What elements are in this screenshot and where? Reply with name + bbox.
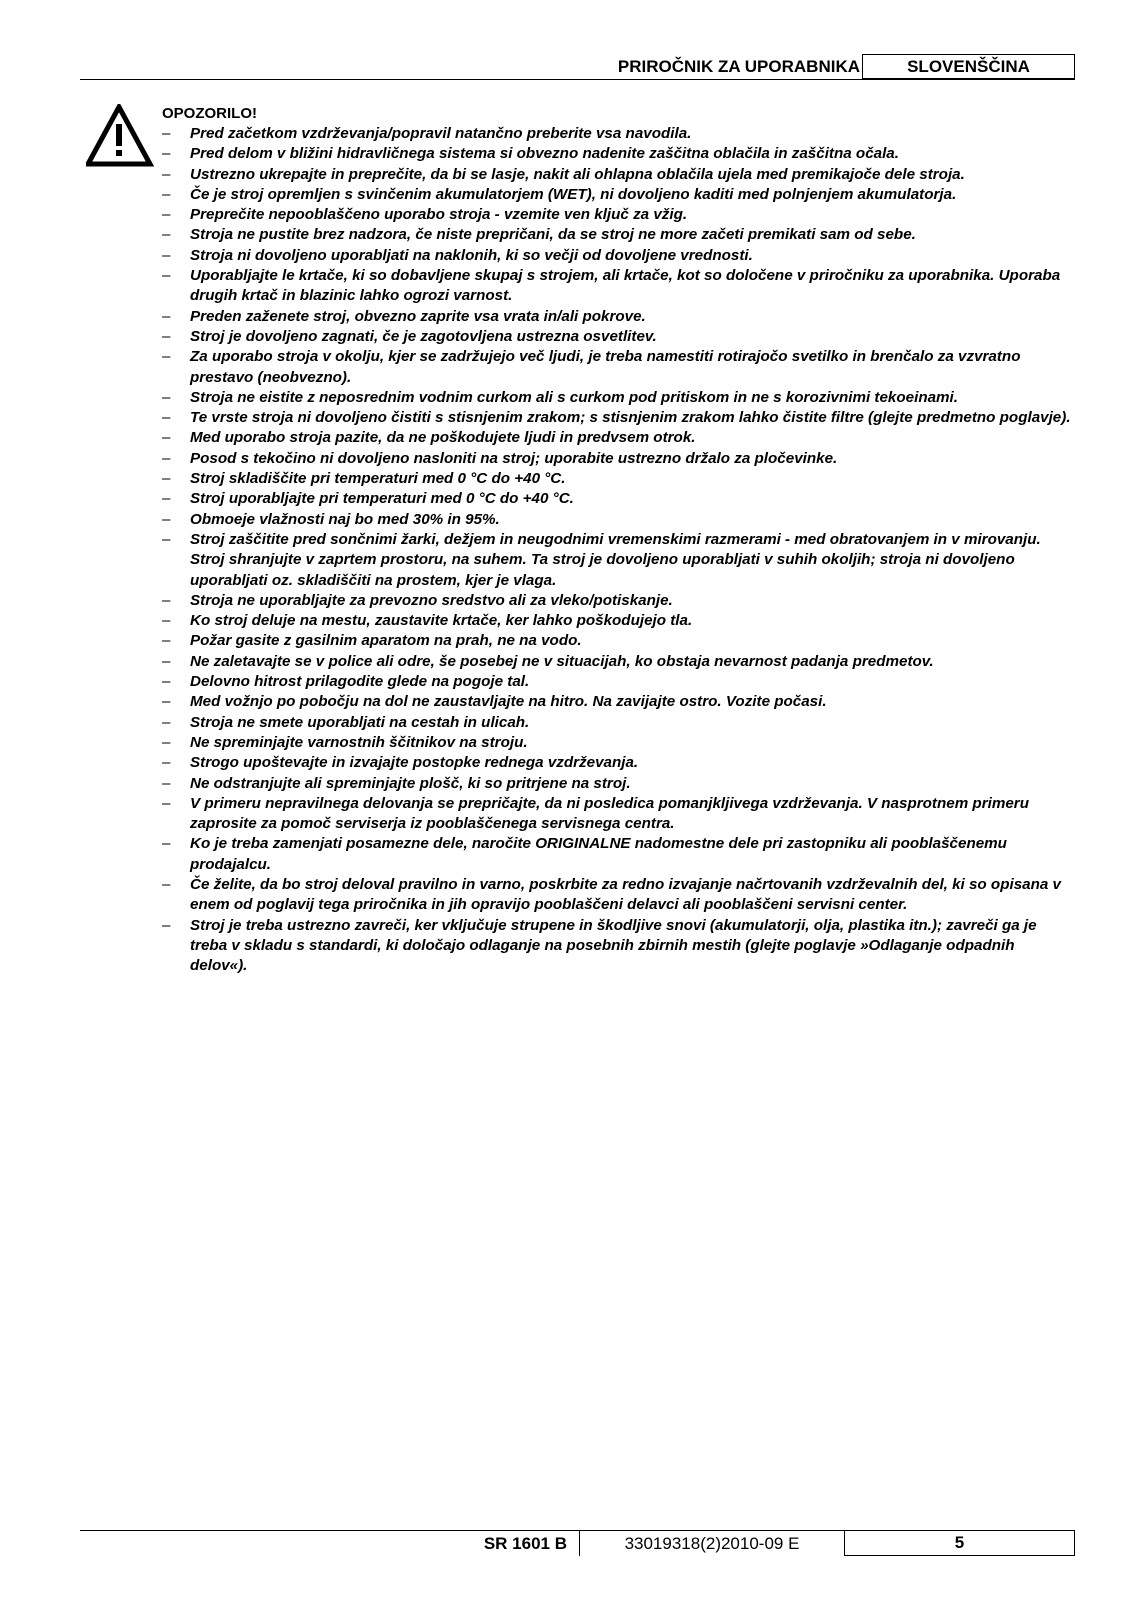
dash-bullet: – — [162, 348, 171, 366]
dash-bullet: – — [162, 185, 171, 203]
list-item — [162, 124, 1072, 144]
list-item — [162, 834, 1072, 875]
dash-bullet: – — [162, 794, 171, 812]
list-item-text: Ne zaletavajte se v police ali odre, še posebej ne v situacijah, ko obstaja nevarnost padanja predmetov. — [190, 652, 934, 670]
dash-bullet: – — [162, 733, 171, 751]
list-item-text: Ko je treba zamenjati posamezne dele, naročite ORIGINALNE nadomestne dele pri zastopniku ali pooblaščenemu prodajalcu. — [190, 835, 1007, 873]
list-item — [162, 469, 1072, 489]
list-item-text: Ko stroj deluje na mestu, zaustavite krtače, ker lahko poškodujejo tla. — [190, 612, 693, 630]
list-item-text: Stroj uporabljajte pri temperaturi med 0 °C do +40 °C. — [190, 490, 574, 508]
list-item-text: Če želite, da bo stroj deloval pravilno in varno, poskrbite za redno izvajanje načrtovanih vzdrževalnih del, ki so opisana v enem od poglavij tega priročnika in jih opravijo pooblaščeni delavci ali pooblaščeni servisni center. — [190, 875, 1061, 914]
dash-bullet: – — [162, 125, 171, 142]
list-item — [162, 449, 1072, 469]
list-item — [162, 753, 1072, 773]
dash-bullet: – — [162, 388, 171, 406]
list-item-text: Stroja ne pustite brez nadzora, če niste prepričani, da se stroj ne more začeti premikati sam od sebe. — [190, 226, 916, 244]
dash-bullet: – — [162, 591, 171, 609]
list-item-text: Strogo upoštevajte in izvajajte postopke rednega vzdrževanja. — [190, 754, 639, 772]
list-item-text: Stroja ne uporabljajte za prevozno sredstvo ali za vleko/potiskanje. — [190, 591, 673, 609]
list-item — [162, 875, 1072, 916]
list-item-text: Ne spreminjajte varnostnih ščitnikov na stroju. — [190, 733, 528, 751]
dash-bullet: – — [162, 916, 171, 934]
list-item-text: Za uporabo stroja v okolju, kjer se zadržujejo več ljudi, je treba namestiti rotirajočo svetilko in brenčalo za vzvratno prestavo (neobvezno). — [190, 348, 1021, 386]
list-item-text: Pred delom v bližini hidravličnega sistema si obvezno nadenite zaščitna oblačila in zaščitna očala. — [190, 145, 899, 163]
list-item — [162, 327, 1072, 347]
list-item — [162, 347, 1072, 388]
dash-bullet: – — [162, 206, 171, 224]
list-item-text: Obmoeje vlažnosti naj bo med 30% in 95%. — [190, 510, 500, 528]
list-item-text: Uporabljajte le krtače, ki so dobavljene skupaj s strojem, ali krtače, kot so določene v priročniku za uporabnika. Uporaba drugih krtač in blazinic lahko ogrozi varnost. — [190, 267, 1061, 305]
dash-bullet: – — [162, 490, 171, 508]
warning-list — [162, 124, 1072, 976]
list-item — [162, 611, 1072, 631]
dash-bullet: – — [162, 246, 171, 264]
list-item-text: Stroja ne eistite z neposrednim vodnim curkom ali s curkom pod pritiskom in ne s korozivnimi tekoeinami. — [190, 388, 958, 406]
list-item-text: Delovno hitrost prilagodite glede na pogoje tal. — [190, 673, 530, 691]
list-item — [162, 428, 1072, 448]
dash-bullet: – — [162, 449, 171, 467]
dash-bullet: – — [162, 510, 171, 528]
list-item — [162, 733, 1072, 753]
list-item — [162, 774, 1072, 794]
dash-bullet: – — [162, 774, 171, 792]
list-item — [162, 185, 1072, 205]
list-item — [162, 307, 1072, 327]
warning-triangle-icon — [86, 104, 158, 168]
list-item — [162, 631, 1072, 651]
dash-bullet: – — [162, 673, 171, 691]
list-item-text: Če je stroj opremljen s svinčenim akumulatorjem (WET), ni dovoljeno kaditi med polnjenjem akumulatorja. — [190, 185, 957, 203]
dash-bullet: – — [162, 409, 171, 427]
footer-model: SR 1601 B — [440, 1530, 580, 1556]
list-item — [162, 530, 1072, 591]
list-item — [162, 713, 1072, 733]
dash-bullet: – — [162, 835, 171, 853]
dash-bullet: – — [162, 713, 171, 731]
list-item — [162, 205, 1072, 225]
list-item-text: Preprečite nepooblaščeno uporabo stroja - vzemite ven ključ za vžig. — [190, 206, 688, 224]
list-item — [162, 916, 1072, 977]
warning-section — [162, 104, 1072, 976]
dash-bullet: – — [162, 875, 171, 893]
dash-bullet: – — [162, 226, 171, 244]
list-item-text: Preden zaženete stroj, obvezno zaprite vsa vrata in/ali pokrove. — [190, 307, 646, 325]
list-item — [162, 489, 1072, 509]
list-item-text: Stroja ne smete uporabljati na cestah in ulicah. — [190, 713, 530, 731]
dash-bullet: – — [162, 267, 171, 285]
footer-document-code: 33019318(2)2010-09 E — [624, 1534, 800, 1553]
header-divider — [80, 79, 1075, 80]
list-item — [162, 672, 1072, 692]
list-item-text: V primeru nepravilnega delovanja se prepričajte, da ni posledica pomanjkljivega vzdrževanja. V nasprotnem primeru zaprosite za pomoč serviserja iz pooblaščenega servisnega centra. — [190, 794, 1029, 833]
list-item — [162, 408, 1072, 428]
list-item — [162, 388, 1072, 408]
dash-bullet: – — [162, 693, 171, 711]
dash-bullet: – — [162, 632, 171, 650]
list-item — [162, 652, 1072, 672]
warning-title: OPOZORILO! — [162, 105, 257, 122]
header-language: SLOVENŠČINA — [862, 54, 1075, 79]
dash-bullet: – — [162, 530, 171, 548]
list-item — [162, 246, 1072, 266]
header-title: PRIROČNIK ZA UPORABNIKA — [617, 57, 860, 76]
page-number: 5 — [844, 1530, 1075, 1556]
list-item — [162, 225, 1072, 245]
list-item-text: Požar gasite z gasilnim aparatom na prah, ne na vodo. — [190, 632, 582, 650]
list-item — [162, 165, 1072, 185]
list-item-text: Ne odstranjujte ali spreminjajte plošč, ki so pritrjene na stroj. — [190, 774, 631, 792]
list-item — [162, 794, 1072, 835]
list-item-text: Te vrste stroja ni dovoljeno čistiti s stisnjenim zrakom; s stisnjenim zrakom lahko čistite filtre (glejte predmetno poglavje). — [190, 409, 1071, 427]
list-item — [162, 266, 1072, 307]
dash-bullet: – — [162, 327, 171, 345]
list-item-text: Pred začetkom vzdrževanja/popravil natančno preberite vsa navodila. — [190, 125, 692, 142]
list-item-text: Med uporabo stroja pazite, da ne poškodujete ljudi in predvsem otrok. — [190, 429, 696, 447]
list-item — [162, 591, 1072, 611]
list-item — [162, 692, 1072, 712]
list-item — [162, 510, 1072, 530]
list-item — [162, 144, 1072, 164]
dash-bullet: – — [162, 470, 171, 488]
list-item-text: Stroj skladiščite pri temperaturi med 0 °C do +40 °C. — [190, 470, 566, 488]
list-item-text: Stroj je treba ustrezno zavreči, ker vključuje strupene in škodljive snovi (akumulatorji, olja, plastika itn.); zavreči ga je treba v skladu s standardi, ki določajo odlaganje na posebnih zbirnih mestih (glejte poglavje »Odlaganje odpadnih delov«). — [190, 916, 1037, 975]
list-item-text: Stroja ni dovoljeno uporabljati na naklonih, ki so večji od dovoljene vrednosti. — [190, 246, 753, 264]
dash-bullet: – — [162, 612, 171, 630]
dash-bullet: – — [162, 165, 171, 183]
list-item-text: Med vožnjo po pobočju na dol ne zaustavljajte na hitro. Na zavijajte ostro. Vozite počasi. — [190, 693, 827, 711]
dash-bullet: – — [162, 429, 171, 447]
dash-bullet: – — [162, 754, 171, 772]
list-item-text: Ustrezno ukrepajte in preprečite, da bi se lasje, nakit ali ohlapna oblačila ujela med premikajoče dele stroja. — [190, 165, 965, 183]
dash-bullet: – — [162, 145, 171, 163]
list-item-text: Stroj je dovoljeno zagnati, če je zagotovljena ustrezna osvetlitev. — [190, 327, 657, 345]
list-item-text: Posod s tekočino ni dovoljeno nasloniti na stroj; uporabite ustrezno držalo za pločevinke. — [190, 449, 838, 467]
dash-bullet: – — [162, 652, 171, 670]
dash-bullet: – — [162, 307, 171, 325]
list-item-text: Stroj zaščitite pred sončnimi žarki, dežjem in neugodnimi vremenskimi razmerami - med obratovanjem in v mirovanju. Stroj shranjujte v zaprtem prostoru, na suhem. Ta stroj je dovoljeno uporabljati v suhih okoljih; stroja ni dovoljeno uporabljati oz. skladiščiti na prostem, kjer je vlaga. — [190, 530, 1041, 589]
